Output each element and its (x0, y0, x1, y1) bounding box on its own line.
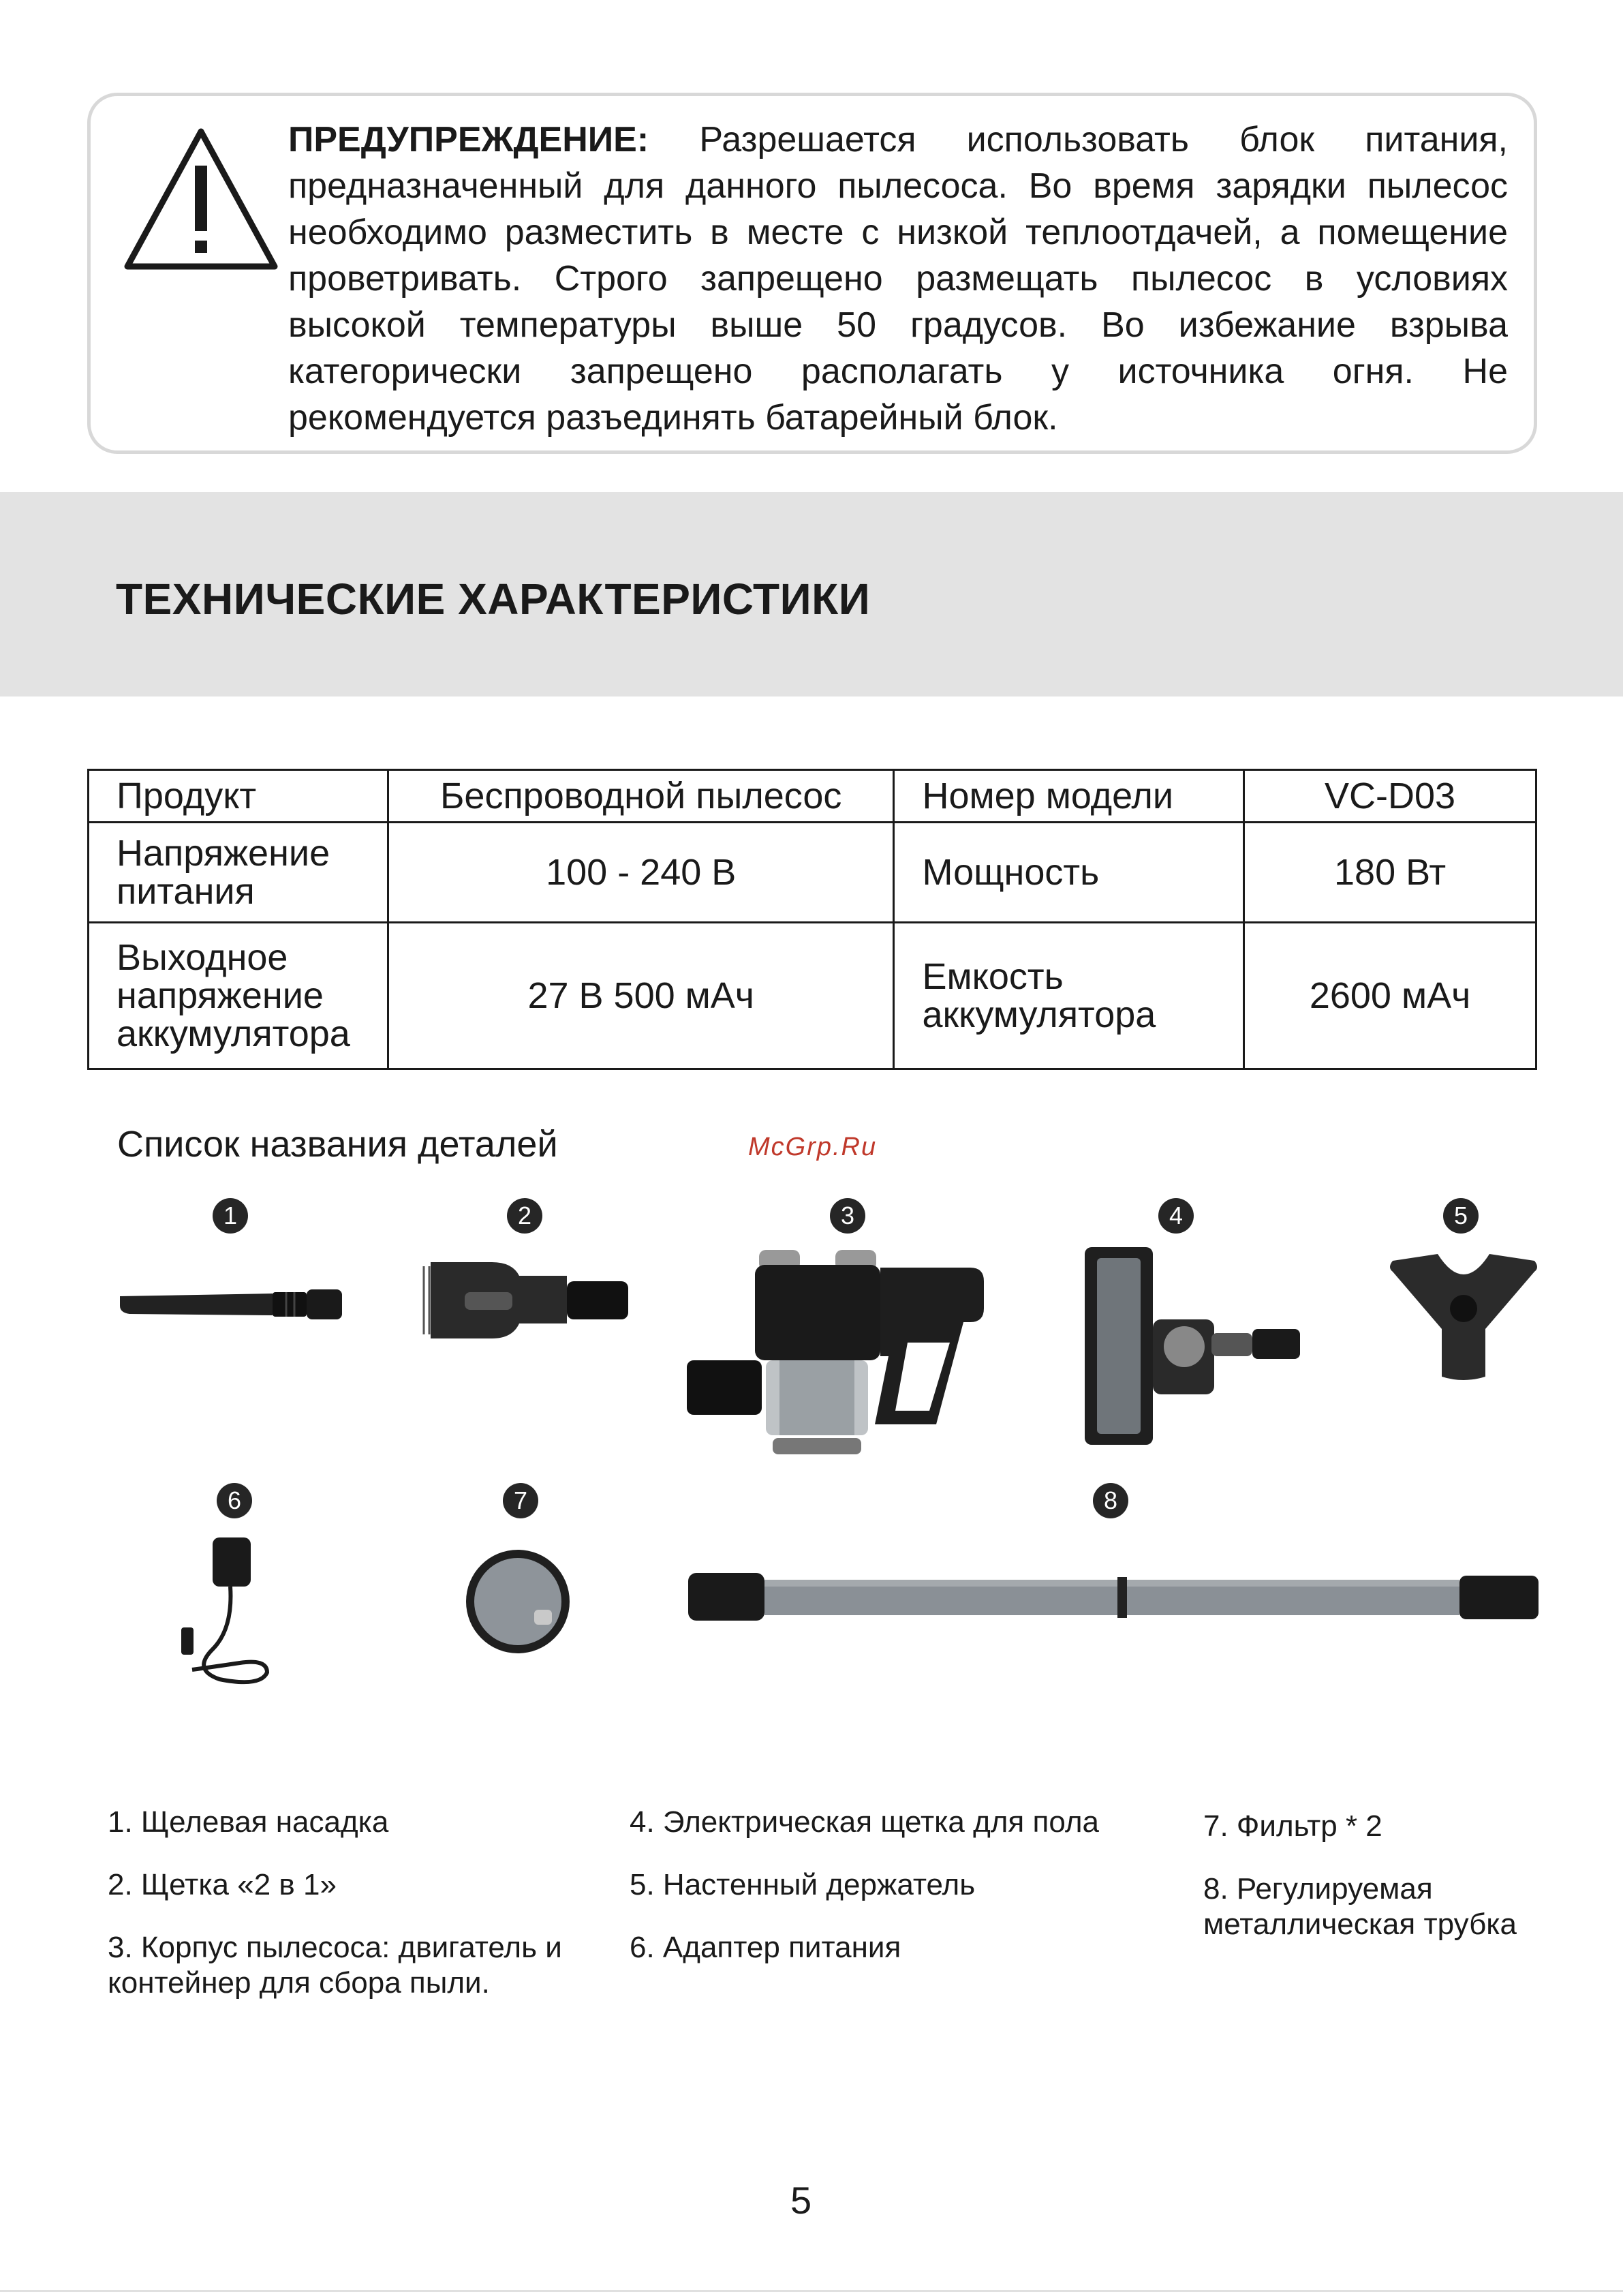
table-cell: Мощность (894, 823, 1244, 923)
filter-icon (463, 1547, 572, 1656)
part-badge: 5 (1443, 1198, 1479, 1234)
warning-text (288, 117, 1508, 441)
watermark: McGrp.Ru (748, 1133, 878, 1161)
brush-2in1-icon (417, 1249, 635, 1351)
table-row (89, 770, 1536, 823)
part-badge: 8 (1093, 1483, 1128, 1518)
spec-table (87, 769, 1537, 1070)
legend-item: 7. Фильтр * 2 (1203, 1809, 1382, 1843)
legend-item: 3. Корпус пылесоса: двигатель и контейнер для сбора пыли. (108, 1931, 562, 2000)
legend-item: 6. Адаптер питания (630, 1931, 901, 1964)
vacuum-body-icon (684, 1240, 984, 1465)
legend-item: 2. Щетка «2 в 1» (108, 1868, 337, 1901)
legend-item: 8. Регулируемая металлическая трубка (1203, 1872, 1517, 1941)
table-cell: Номер модели (894, 770, 1244, 823)
power-adapter-icon (172, 1533, 281, 1704)
section-title: ТЕХНИЧЕСКИЕ ХАРАКТЕРИСТИКИ (116, 575, 871, 624)
adjustable-tube-icon (687, 1565, 1540, 1630)
table-cell: 2600 мАч (1244, 923, 1536, 1069)
legend-item: 1. Щелевая насадка (108, 1805, 389, 1839)
part-badge: 1 (213, 1198, 248, 1234)
table-cell: 180 Вт (1244, 823, 1536, 923)
table-row (89, 823, 1536, 923)
page-number: 5 (790, 2179, 812, 2222)
table-cell: Продукт (89, 770, 388, 823)
part-badge: 3 (830, 1198, 865, 1234)
part-badge: 7 (503, 1483, 538, 1518)
part-badge: 6 (217, 1483, 252, 1518)
table-cell: Беспроводной пылесос (388, 770, 894, 823)
table-cell: Выходное напряжение аккумулятора (89, 923, 388, 1069)
table-cell: VC-D03 (1244, 770, 1536, 823)
part-badge: 4 (1158, 1198, 1194, 1234)
wall-holder-icon (1383, 1247, 1544, 1383)
bottom-divider (0, 2290, 1623, 2292)
part-badge: 2 (507, 1198, 542, 1234)
parts-title: Список названия деталей (117, 1124, 558, 1165)
floor-brush-icon (1082, 1244, 1307, 1449)
table-cell: Емкость аккумулятора (894, 923, 1244, 1069)
section-header (0, 492, 1623, 697)
legend-item: 4. Электрическая щетка для пола (630, 1805, 1099, 1839)
warning-box (87, 93, 1537, 454)
warning-label: ПРЕДУПРЕЖДЕНИЕ: (288, 120, 649, 159)
warning-body: Разрешается использовать блок питания, предназначенный для данного пылесоса. Во время зарядки пылесос необходимо разместить в месте с низкой теплоотдачей, а помещение проветривать. Строго запрещено размещать пылесос в условиях высокой температуры выше 50 градусов. Во избежание взрыва категорически запрещено располагать у источника огня. Не рекомендуется разъединять батарейный блок. (288, 120, 1508, 438)
crevice-nozzle-icon (116, 1281, 347, 1336)
warning-triangle-icon (121, 123, 281, 275)
table-cell: Напряжение питания (89, 823, 388, 923)
table-cell: 100 - 240 В (388, 823, 894, 923)
table-cell: 27 В 500 мАч (388, 923, 894, 1069)
legend-item: 5. Настенный держатель (630, 1868, 976, 1901)
table-row (89, 923, 1536, 1069)
